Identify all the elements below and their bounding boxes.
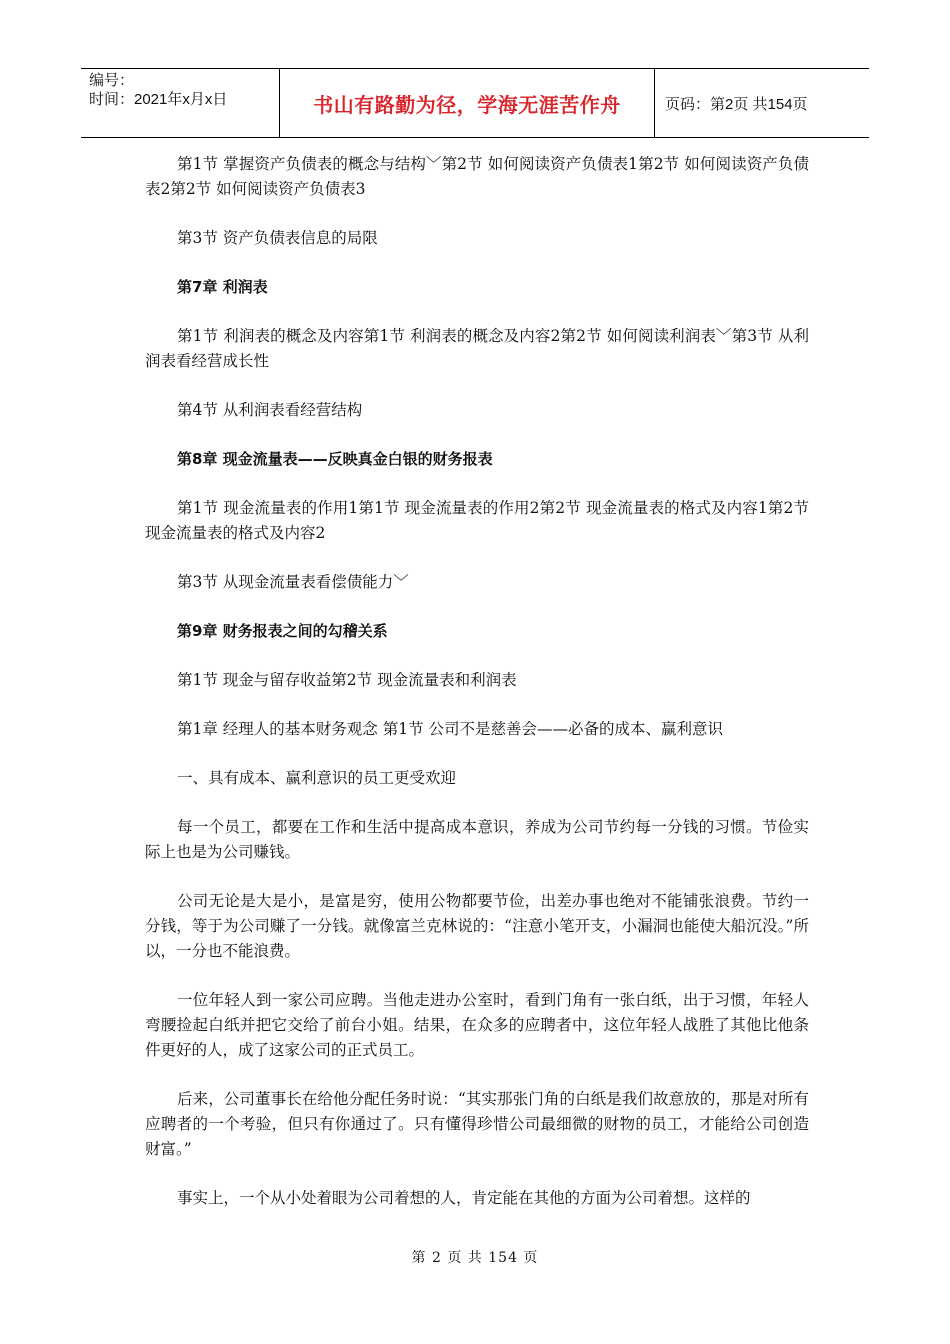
header-meta-cell <box>81 69 280 137</box>
body-paragraph: 每一个员工，都要在工作和生活中提高成本意识，养成为公司节约每一分钱的习惯。节俭实际上也是为公司赚钱。 <box>145 818 809 861</box>
document-date: 时间：2021年x月x日 <box>89 91 228 108</box>
chapter-heading: 第8章 现金流量表——反映真金白银的财务报表 <box>177 450 493 468</box>
body-paragraph: 第1节 现金流量表的作用1第1节 现金流量表的作用2第2节 现金流量表的格式及内容1第2节 现金流量表的格式及内容2 <box>145 499 809 542</box>
body-paragraph: 事实上，一个从小处着眼为公司着想的人，肯定能在其他的方面为公司着想。这样的 <box>177 1189 751 1207</box>
page-header <box>81 68 869 138</box>
body-paragraph: 第1节 掌握资产负债表的概念与结构﹀第2节 如何阅读资产负债表1第2节 如何阅读资产负债表2第2节 如何阅读资产负债表3 <box>145 155 809 198</box>
body-paragraph: 第1章 经理人的基本财务观念 第1节 公司不是慈善会——必备的成本、赢利意识 <box>177 720 724 738</box>
body-paragraph: 第1节 现金与留存收益第2节 现金流量表和利润表 <box>177 671 517 689</box>
page-footer: 第 2 页 共 154 页 <box>411 1250 539 1266</box>
body-paragraph: 一位年轻人到一家公司应聘。当他走进办公室时，看到门角有一张白纸，出于习惯，年轻人弯腰捡起白纸并把它交给了前台小姐。结果，在众多的应聘者中，这位年轻人战胜了其他比他条件更好的人，成了这家公司的正式员工。 <box>145 991 809 1059</box>
body-paragraph: 第3节 从现金流量表看偿债能力﹀ <box>177 573 409 591</box>
body-paragraph: 第4节 从利润表看经营结构 <box>177 401 363 419</box>
header-motto: 书山有路勤为径，学海无涯苦作舟 <box>280 69 655 137</box>
body-paragraph: 公司无论是大是小，是富是穷，使用公物都要节俭，出差办事也绝对不能铺张浪费。节约一分钱，等于为公司赚了一分钱。就像富兰克林说的：“注意小笔开支，小漏洞也能使大船沉没。”所以，一分也不能浪费。 <box>145 892 809 960</box>
chapter-heading: 第7章 利润表 <box>177 278 268 296</box>
header-page-info: 页码：第2页 共154页 <box>665 95 808 113</box>
body-paragraph: 第3节 资产负债表信息的局限 <box>177 229 378 247</box>
document-body <box>145 152 809 1235</box>
body-paragraph: 后来，公司董事长在给他分配任务时说：“其实那张门角的白纸是我们故意放的，那是对所有应聘者的一个考验，但只有你通过了。只有懂得珍惜公司最细微的财物的员工，才能给公司创造财富。” <box>145 1090 809 1158</box>
chapter-heading: 第9章 财务报表之间的勾稽关系 <box>177 622 388 640</box>
document-id-label: 编号： <box>89 72 135 89</box>
body-paragraph: 第1节 利润表的概念及内容第1节 利润表的概念及内容2第2节 如何阅读利润表﹀第3节 从利润表看经营成长性 <box>145 327 809 370</box>
body-paragraph: 一、具有成本、赢利意识的员工更受欢迎 <box>177 769 457 787</box>
